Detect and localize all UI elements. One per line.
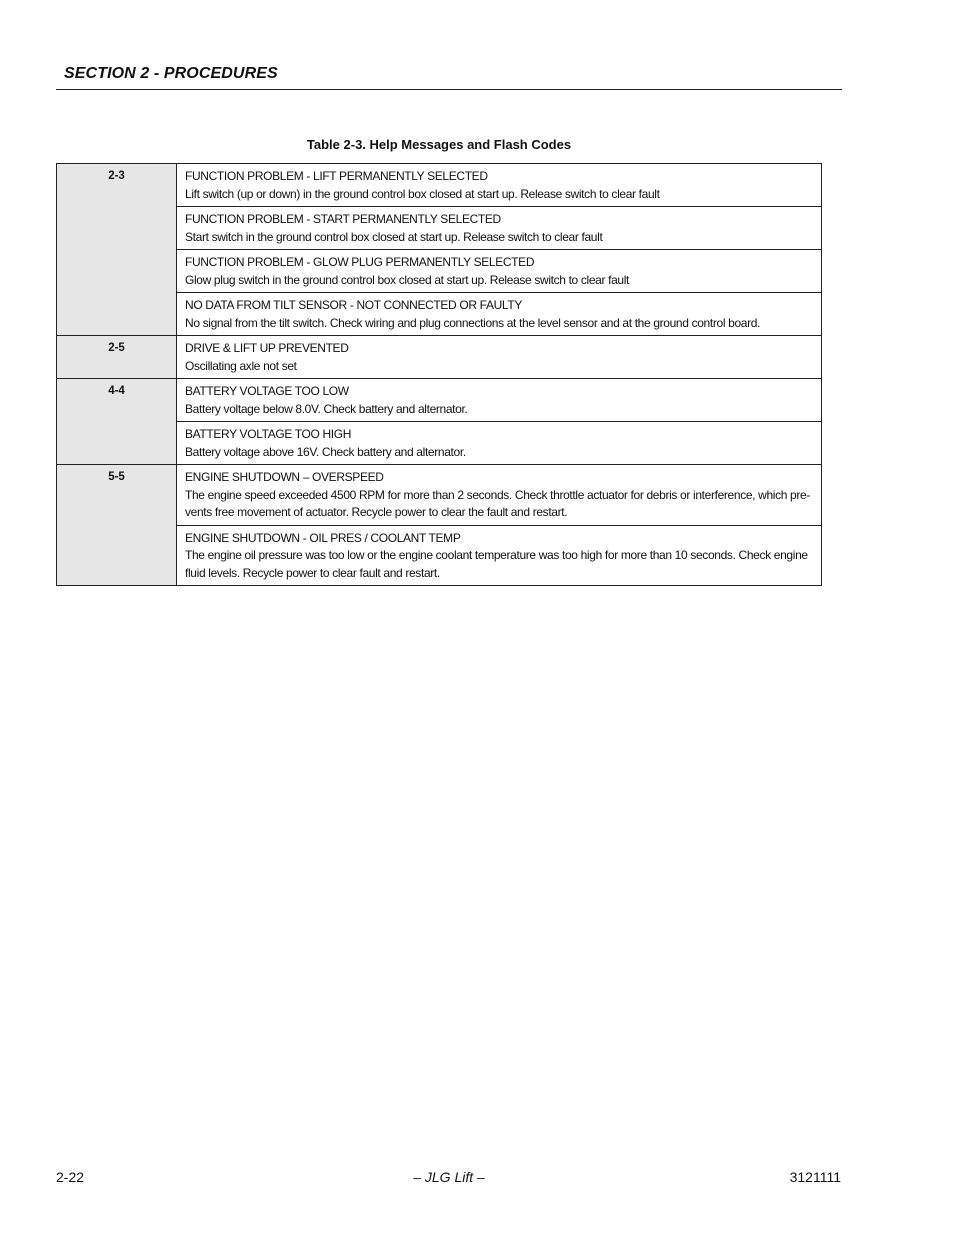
message-cell: [177, 379, 822, 422]
message-description: Start switch in the ground control box closed at start up. Release switch to clear fault: [185, 229, 603, 244]
message-title: FUNCTION PROBLEM - GLOW PLUG PERMANENTLY SELECTED: [185, 255, 535, 269]
message-title: BATTERY VOLTAGE TOO HIGH: [185, 427, 352, 441]
page-number: 2-22: [56, 1169, 85, 1185]
message-description: Battery voltage above 16V. Check battery and alternator.: [185, 444, 466, 459]
message-description: The engine oil pressure was too low or the engine coolant temperature was too high for more than 10 seconds. Check engine fluid levels. Recycle power to clear fault and restart.: [185, 548, 808, 580]
header-divider: [56, 89, 842, 90]
message-description: Glow plug switch in the ground control box closed at start up. Release switch to clear fault: [185, 272, 630, 287]
flash-code-cell: 2-3: [57, 164, 177, 336]
table-row: [57, 336, 822, 379]
message-description: No signal from the tilt switch. Check wiring and plug connections at the level sensor and at the ground control board.: [185, 315, 761, 330]
message-title: ENGINE SHUTDOWN - OIL PRES / COOLANT TEMP: [185, 530, 461, 545]
message-title: DRIVE & LIFT UP PREVENTED: [185, 341, 349, 355]
message-title: NO DATA FROM TILT SENSOR - NOT CONNECTED OR FAULTY: [185, 298, 522, 312]
document-number: 3121111: [789, 1169, 841, 1185]
message-cell: [177, 164, 822, 207]
message-cell: [177, 336, 822, 379]
message-description: Oscillating axle not set: [185, 358, 297, 373]
table-row: [57, 164, 822, 207]
message-title: FUNCTION PROBLEM - LIFT PERMANENTLY SELECTED: [185, 169, 488, 183]
message-cell: [177, 293, 822, 336]
message-cell: [177, 207, 822, 250]
footer-brand: – JLG Lift –: [413, 1169, 485, 1185]
table-row: [57, 379, 822, 422]
message-title: FUNCTION PROBLEM - START PERMANENTLY SELECTED: [185, 212, 501, 226]
message-cell: [177, 250, 822, 293]
table-title: Table 2-3. Help Messages and Flash Codes: [306, 137, 572, 152]
table-row: [57, 465, 822, 526]
flash-code-cell: 5-5: [57, 465, 177, 586]
message-title: ENGINE SHUTDOWN – OVERSPEED: [185, 470, 384, 484]
message-description: Battery voltage below 8.0V. Check battery and alternator.: [185, 401, 468, 416]
section-title: SECTION 2 - PROCEDURES: [64, 65, 278, 82]
message-description: Lift switch (up or down) in the ground control box closed at start up. Release switch to clear fault: [185, 186, 660, 201]
flash-code-cell: 2-5: [57, 336, 177, 379]
flash-code-cell: 4-4: [57, 379, 177, 465]
message-description: The engine speed exceeded 4500 RPM for more than 2 seconds. Check throttle actuator for debris or interference, which pre-vents free movement of actuator. Recycle power to clear the fault and restart.: [185, 487, 811, 519]
help-messages-table: [56, 163, 822, 586]
message-cell: [177, 422, 822, 465]
message-title: BATTERY VOLTAGE TOO LOW: [185, 384, 349, 398]
message-cell: [177, 465, 822, 526]
message-cell: [177, 525, 822, 586]
